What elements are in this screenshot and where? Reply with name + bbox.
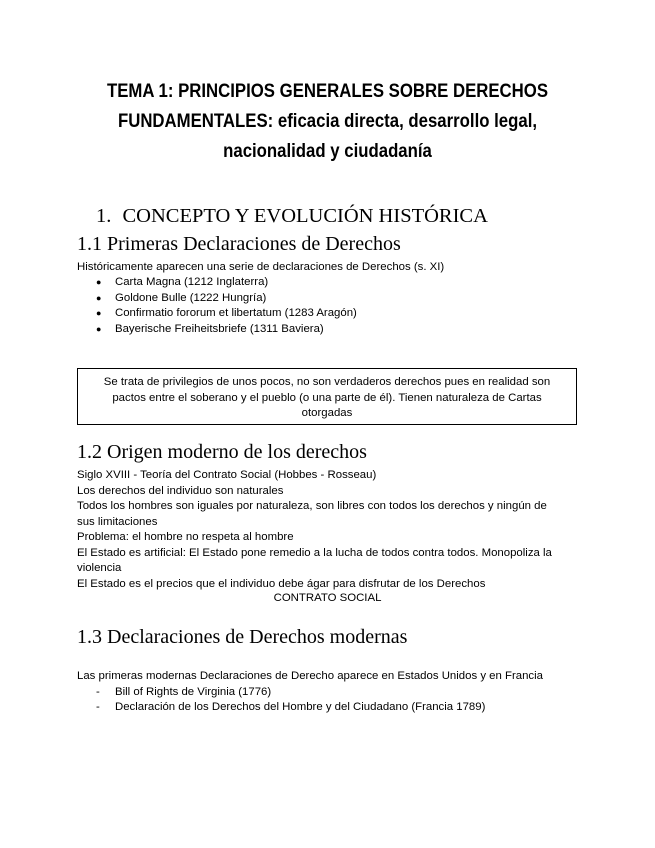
list-item	[96, 321, 324, 337]
paragraph-line: Los derechos del individuo son naturales	[77, 485, 284, 497]
list-item	[96, 274, 268, 290]
note-box	[77, 368, 577, 425]
subsection-heading-1-1: 1.1 Primeras Declaraciones de Derechos	[77, 233, 401, 255]
paragraph-line: Todos los hombres son iguales por naturaleza, son libres con todos los derechos y ningún de	[77, 500, 547, 512]
document-title	[97, 76, 557, 166]
section-heading-1	[96, 205, 488, 228]
list-item-text: Bayerische Freiheitsbriefe (1311 Baviera)	[115, 323, 324, 335]
section-number: 1.	[96, 205, 112, 227]
paragraph-line: El Estado es el precios que el individuo debe ágar para disfrutar de los Derechos	[77, 578, 486, 590]
note-line: otorgadas	[301, 407, 353, 419]
subsection-heading-1-3: 1.3 Declaraciones de Derechos modernas	[77, 626, 408, 648]
list-item	[96, 699, 485, 715]
subsection-heading-1-2: 1.2 Origen moderno de los derechos	[77, 441, 367, 463]
list-item-text: Confirmatio fororum et libertatum (1283 Aragón)	[115, 307, 357, 319]
dash-icon: -	[96, 701, 100, 713]
paragraph: Históricamente aparecen una serie de declaraciones de Derechos (s. XI)	[77, 261, 445, 273]
title-line: TEMA 1: PRINCIPIOS GENERALES SOBRE DERECHOS	[106, 80, 549, 102]
bullet-icon: ●	[96, 308, 102, 318]
list-item-text: Declaración de los Derechos del Hombre y del Ciudadano (Francia 1789)	[115, 701, 486, 713]
list-item	[96, 305, 357, 321]
paragraph-line: El Estado es artificial: El Estado pone remedio a la lucha de todos contra todos. Monopoliza la	[77, 547, 552, 559]
title-line: nacionalidad y ciudadanía	[223, 140, 432, 162]
list-item	[96, 684, 271, 700]
dash-icon: -	[96, 686, 100, 698]
list-item-text: Bill of Rights de Virginia (1776)	[115, 686, 272, 698]
bullet-icon: ●	[96, 293, 102, 303]
note-line: Se trata de privilegios de unos pocos, no son verdaderos derechos pues en realidad son	[103, 376, 551, 388]
section-heading-text: CONCEPTO Y EVOLUCIÓN HISTÓRICA	[122, 205, 488, 227]
paragraph-line: sus limitaciones	[77, 516, 158, 528]
note-line: pactos entre el soberano y el pueblo (o una parte de él). Tienen naturaleza de Cartas	[112, 391, 542, 404]
centered-label: CONTRATO SOCIAL	[273, 592, 382, 604]
paragraph-line: Siglo XVIII - Teoría del Contrato Social (Hobbes - Rosseau)	[77, 469, 377, 481]
paragraph: Las primeras modernas Declaraciones de Derecho aparece en Estados Unidos y en Francia	[77, 670, 543, 682]
paragraph-line: Problema: el hombre no respeta al hombre	[77, 531, 294, 543]
list-item-text: Goldone Bulle (1222 Hungría)	[115, 292, 267, 304]
list-item-text: Carta Magna (1212 Inglaterra)	[115, 276, 269, 288]
bullet-icon: ●	[96, 324, 102, 334]
bullet-icon: ●	[96, 277, 102, 287]
list-item	[96, 290, 266, 306]
title-line: FUNDAMENTALES: eficacia directa, desarrollo legal,	[117, 110, 538, 132]
paragraph-line: violencia	[77, 562, 122, 574]
